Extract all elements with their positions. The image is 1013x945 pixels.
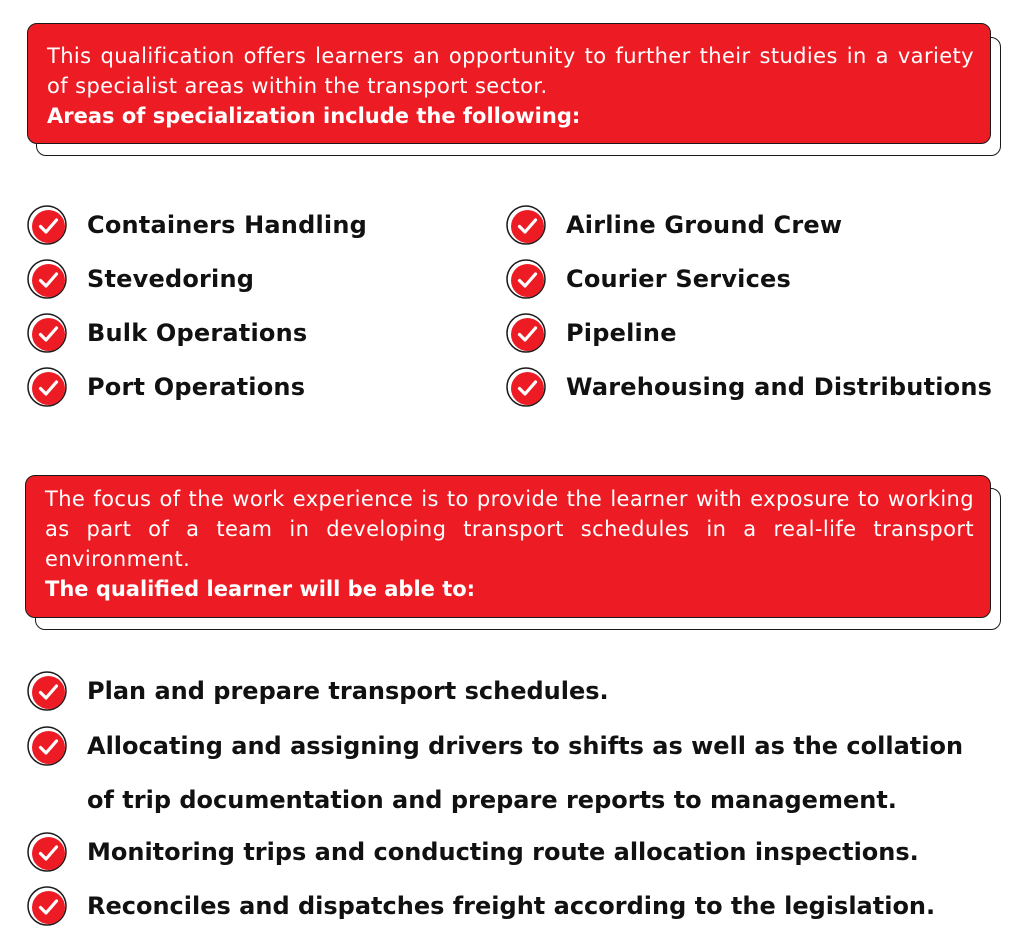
work-experience-box-panel (25, 475, 991, 618)
check-circle-icon (506, 205, 546, 245)
list-item (27, 367, 305, 407)
specialization-label: Port Operations (87, 373, 306, 401)
check-circle-icon (27, 671, 67, 711)
list-item (506, 259, 791, 299)
outcome-label: Reconciles and dispatches freight according to the legislation. (87, 892, 936, 920)
list-item (27, 719, 997, 827)
list-item (27, 205, 367, 245)
outcome-label: Allocating and assigning drivers to shifts as well as the collation of trip documentation and prepare reports to management. (87, 732, 964, 814)
check-circle-icon (27, 367, 67, 407)
list-item (27, 671, 609, 711)
list-item (27, 886, 935, 926)
specialization-label: Stevedoring (87, 265, 255, 293)
intro-text: This qualification offers learners an opportunity to further their studies in a variety of specialist areas within the transport sector. (47, 44, 974, 98)
check-circle-icon (27, 832, 67, 872)
list-item (27, 259, 254, 299)
specialization-label: Pipeline (566, 319, 677, 347)
check-circle-icon (506, 313, 546, 353)
list-item (27, 832, 919, 872)
intro-box-panel (27, 23, 991, 144)
list-item (506, 313, 677, 353)
check-circle-icon (27, 726, 67, 766)
check-circle-icon (506, 367, 546, 407)
specialization-label: Containers Handling (87, 211, 367, 239)
specialization-label: Courier Services (566, 265, 791, 293)
list-item (506, 367, 992, 407)
specialization-label: Airline Ground Crew (566, 211, 843, 239)
list-item (27, 313, 307, 353)
specialization-label: Bulk Operations (87, 319, 308, 347)
list-item (506, 205, 842, 245)
outcome-label: Monitoring trips and conducting route allocation inspections. (87, 838, 919, 866)
work-experience-bold-text: The qualified learner will be able to: (45, 577, 476, 601)
outcome-label: Plan and prepare transport schedules. (87, 677, 609, 705)
intro-bold-text: Areas of specialization include the following: (47, 104, 581, 128)
check-circle-icon (506, 259, 546, 299)
check-circle-icon (27, 205, 67, 245)
check-circle-icon (27, 886, 67, 926)
work-experience-text: The focus of the work experience is to provide the learner with exposure to working as part of a team in developing transport schedules in a real-life transport environment. (45, 487, 974, 571)
check-circle-icon (27, 259, 67, 299)
check-circle-icon (27, 313, 67, 353)
specialization-label: Warehousing and Distributions (566, 373, 993, 401)
